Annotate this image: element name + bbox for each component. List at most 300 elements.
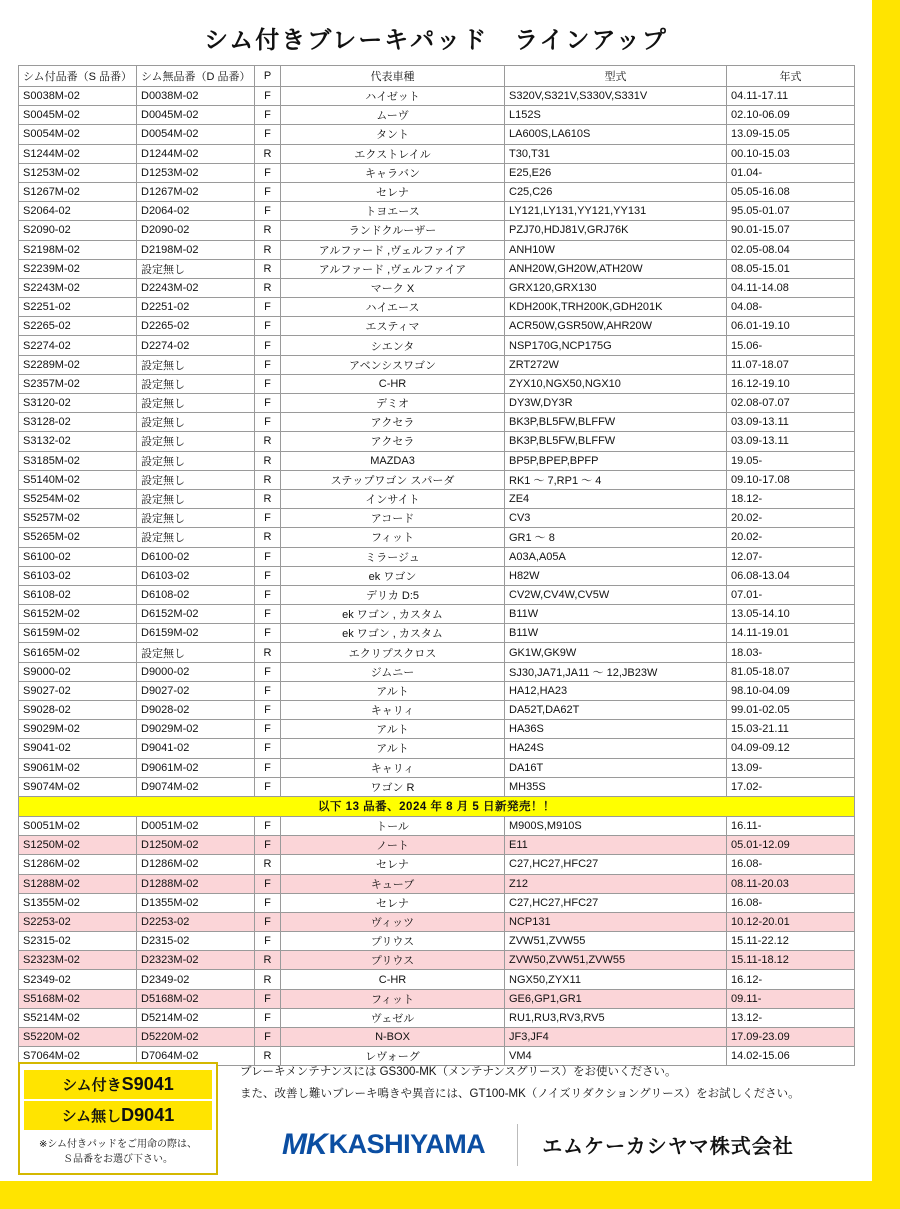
cell-model: エクストレイル (281, 144, 505, 163)
cell-position: F (255, 739, 281, 758)
cell-model: フィット (281, 989, 505, 1008)
lineup-table (18, 65, 855, 1066)
table-row (19, 509, 855, 528)
table-row (19, 413, 855, 432)
cell-model: ek ワゴン , カスタム (281, 605, 505, 624)
cell-d-code: D2251-02 (137, 298, 255, 317)
cell-year: 19.05- (727, 451, 855, 470)
cell-position: F (255, 816, 281, 835)
cell-s-code: S0051M-02 (19, 816, 137, 835)
cell-year: 14.11-19.01 (727, 624, 855, 643)
cell-type: LY121,LY131,YY121,YY131 (505, 202, 727, 221)
table-header-row (19, 66, 855, 87)
cell-model: ジムニー (281, 662, 505, 681)
cell-position: F (255, 912, 281, 931)
cell-s-code: S3120-02 (19, 394, 137, 413)
cell-s-code: S5254M-02 (19, 489, 137, 508)
cell-position: F (255, 932, 281, 951)
cell-model: セレナ (281, 893, 505, 912)
cell-d-code: D1267M-02 (137, 182, 255, 201)
cell-year: 15.11-22.12 (727, 932, 855, 951)
table-row (19, 355, 855, 374)
cell-position: F (255, 163, 281, 182)
cell-position: R (255, 240, 281, 259)
cell-d-code: D5214M-02 (137, 1008, 255, 1027)
table-row (19, 701, 855, 720)
cell-type: NSP170G,NCP175G (505, 336, 727, 355)
table-row (19, 240, 855, 259)
cell-type: DA52T,DA62T (505, 701, 727, 720)
table-row (19, 336, 855, 355)
cell-s-code: S6159M-02 (19, 624, 137, 643)
cell-s-code: S1355M-02 (19, 893, 137, 912)
table-row (19, 662, 855, 681)
cell-s-code: S9061M-02 (19, 758, 137, 777)
cell-year: 16.12- (727, 970, 855, 989)
cell-year: 09.10-17.08 (727, 470, 855, 489)
cell-d-code: D2265-02 (137, 317, 255, 336)
cell-model: ランドクルーザー (281, 221, 505, 240)
cell-model: ヴィッツ (281, 912, 505, 931)
cell-year: 99.01-02.05 (727, 701, 855, 720)
cell-model: ek ワゴン , カスタム (281, 624, 505, 643)
cell-position: R (255, 432, 281, 451)
table-row (19, 1028, 855, 1047)
cell-position: F (255, 298, 281, 317)
cell-s-code: S2198M-02 (19, 240, 137, 259)
cell-s-code: S5265M-02 (19, 528, 137, 547)
cell-type: SJ30,JA71,JA11 ～ 12,JB23W (505, 662, 727, 681)
cell-d-code: D5168M-02 (137, 989, 255, 1008)
footer-divider (517, 1124, 518, 1166)
maintenance-note-2: また、改善し難いブレーキ鳴きや異音には、GT100-MK（ノイズリダクショングリース）をお試しください。 (240, 1087, 800, 1100)
cell-year: 08.05-15.01 (727, 259, 855, 278)
cell-year: 13.05-14.10 (727, 605, 855, 624)
cell-s-code: S3185M-02 (19, 451, 137, 470)
cell-type: BK3P,BL5FW,BLFFW (505, 432, 727, 451)
cell-year: 05.05-16.08 (727, 182, 855, 201)
cell-type: H82W (505, 566, 727, 585)
table-row (19, 451, 855, 470)
cell-year: 18.12- (727, 489, 855, 508)
cell-s-code: S2090-02 (19, 221, 137, 240)
cell-type: C27,HC27,HFC27 (505, 855, 727, 874)
cell-type: B11W (505, 624, 727, 643)
table-row (19, 874, 855, 893)
table-row (19, 528, 855, 547)
table-row (19, 432, 855, 451)
cell-year: 13.09- (727, 758, 855, 777)
table-row (19, 643, 855, 662)
page-title: シム付きブレーキパッド ラインアップ (204, 27, 668, 54)
col-header-model: 代表車種 (281, 66, 505, 87)
cell-s-code: S5214M-02 (19, 1008, 137, 1027)
cell-model: ヴェゼル (281, 1008, 505, 1027)
table-row (19, 547, 855, 566)
cell-d-code: D2349-02 (137, 970, 255, 989)
cell-s-code: S6165M-02 (19, 643, 137, 662)
cell-model: ステップワゴン スパーダ (281, 470, 505, 489)
cell-d-code: D7064M-02 (137, 1047, 255, 1066)
cell-d-code: 設定無し (137, 374, 255, 393)
cell-s-code: S2315-02 (19, 932, 137, 951)
decorative-band-right (872, 0, 900, 1209)
cell-d-code: D0038M-02 (137, 87, 255, 106)
col-header-type: 型式 (505, 66, 727, 87)
cell-year: 16.12-19.10 (727, 374, 855, 393)
company-name: エムケーカシヤマ株式会社 (542, 1136, 794, 1159)
cell-model: ek ワゴン (281, 566, 505, 585)
cell-s-code: S9028-02 (19, 701, 137, 720)
cell-model: エクリプスクロス (281, 643, 505, 662)
cell-type: CV2W,CV4W,CV5W (505, 585, 727, 604)
cell-year: 11.07-18.07 (727, 355, 855, 374)
cell-model: キャリィ (281, 758, 505, 777)
cell-position: R (255, 1047, 281, 1066)
new-release-notice-row (19, 796, 855, 816)
table-row (19, 221, 855, 240)
cell-d-code: 設定無し (137, 413, 255, 432)
cell-model: ハイゼット (281, 87, 505, 106)
logo-mk-text: MK (282, 1127, 327, 1161)
table-row (19, 106, 855, 125)
footer-area (18, 1062, 854, 1166)
cell-s-code: S1288M-02 (19, 874, 137, 893)
cell-type: HA12,HA23 (505, 681, 727, 700)
cell-s-code: S5168M-02 (19, 989, 137, 1008)
mk-kashiyama-logo (240, 1128, 485, 1162)
cell-year: 05.01-12.09 (727, 836, 855, 855)
cell-type: E11 (505, 836, 727, 855)
cell-type: ZRT272W (505, 355, 727, 374)
cell-position: F (255, 336, 281, 355)
cell-model: キューブ (281, 874, 505, 893)
cell-type: VM4 (505, 1047, 727, 1066)
cell-type: E25,E26 (505, 163, 727, 182)
cell-year: 03.09-13.11 (727, 413, 855, 432)
cell-s-code: S9074M-02 (19, 777, 137, 796)
cell-year: 04.11-14.08 (727, 278, 855, 297)
cell-model: ノート (281, 836, 505, 855)
note-subtext-line1: ※シム付きパッドをご用命の際は、 (39, 1139, 197, 1150)
cell-type: HA24S (505, 739, 727, 758)
cell-model: プリウス (281, 951, 505, 970)
logo-kashiyama-text: KASHIYAMA (328, 1129, 486, 1160)
cell-d-code: D9027-02 (137, 681, 255, 700)
cell-year: 15.03-21.11 (727, 720, 855, 739)
cell-year: 15.06- (727, 336, 855, 355)
cell-model: アコード (281, 509, 505, 528)
cell-position: F (255, 1008, 281, 1027)
cell-s-code: S1286M-02 (19, 855, 137, 874)
note-subtext (24, 1137, 212, 1167)
cell-position: F (255, 989, 281, 1008)
cell-s-code: S9041-02 (19, 739, 137, 758)
cell-type: MH35S (505, 777, 727, 796)
cell-type: M900S,M910S (505, 816, 727, 835)
table-row (19, 182, 855, 201)
cell-s-code: S5140M-02 (19, 470, 137, 489)
cell-model: インサイト (281, 489, 505, 508)
cell-year: 17.09-23.09 (727, 1028, 855, 1047)
cell-year: 95.05-01.07 (727, 202, 855, 221)
cell-position: F (255, 681, 281, 700)
cell-d-code: D1253M-02 (137, 163, 255, 182)
cell-d-code: 設定無し (137, 394, 255, 413)
cell-type: NCP131 (505, 912, 727, 931)
note-shim-without-label: シム無し (61, 1108, 122, 1125)
cell-model: セレナ (281, 182, 505, 201)
cell-position: F (255, 202, 281, 221)
note-shim-without (24, 1101, 212, 1130)
table-header (19, 66, 855, 87)
cell-s-code: S2349-02 (19, 970, 137, 989)
cell-model: アルファード ,ヴェルファイア (281, 240, 505, 259)
table-row (19, 681, 855, 700)
cell-type: CV3 (505, 509, 727, 528)
cell-position: F (255, 585, 281, 604)
new-release-notice-text: 以下 13 品番、2024 年 8 月 5 日新発売！！ (19, 796, 855, 816)
cell-year: 90.01-15.07 (727, 221, 855, 240)
cell-d-code: D2243M-02 (137, 278, 255, 297)
cell-type: Z12 (505, 874, 727, 893)
cell-type: S320V,S321V,S330V,S331V (505, 87, 727, 106)
table-row (19, 298, 855, 317)
cell-s-code: S0038M-02 (19, 87, 137, 106)
cell-position: F (255, 374, 281, 393)
cell-model: エスティマ (281, 317, 505, 336)
cell-d-code: D0045M-02 (137, 106, 255, 125)
table-row (19, 566, 855, 585)
cell-position: R (255, 451, 281, 470)
cell-model: ミラージュ (281, 547, 505, 566)
cell-position: F (255, 509, 281, 528)
cell-position: F (255, 893, 281, 912)
table-row (19, 470, 855, 489)
cell-s-code: S2265-02 (19, 317, 137, 336)
cell-model: シエンタ (281, 336, 505, 355)
cell-d-code: 設定無し (137, 489, 255, 508)
cell-type: BK3P,BL5FW,BLFFW (505, 413, 727, 432)
cell-year: 20.02- (727, 509, 855, 528)
cell-position: R (255, 144, 281, 163)
cell-year: 16.11- (727, 816, 855, 835)
table-row (19, 777, 855, 796)
table-row (19, 932, 855, 951)
cell-position: R (255, 528, 281, 547)
cell-type: ACR50W,GSR50W,AHR20W (505, 317, 727, 336)
cell-s-code: S2357M-02 (19, 374, 137, 393)
note-shim-with-label: シム付き (62, 1077, 122, 1094)
cell-type: L152S (505, 106, 727, 125)
cell-s-code: S0045M-02 (19, 106, 137, 125)
cell-type: RU1,RU3,RV3,RV5 (505, 1008, 727, 1027)
cell-s-code: S2253-02 (19, 912, 137, 931)
cell-type: DA16T (505, 758, 727, 777)
cell-d-code: 設定無し (137, 470, 255, 489)
table-row (19, 278, 855, 297)
cell-type: B11W (505, 605, 727, 624)
cell-year: 04.11-17.11 (727, 87, 855, 106)
cell-year: 16.08- (727, 893, 855, 912)
cell-position: R (255, 643, 281, 662)
cell-model: C-HR (281, 970, 505, 989)
cell-d-code: D1244M-02 (137, 144, 255, 163)
cell-year: 01.04- (727, 163, 855, 182)
table-row (19, 739, 855, 758)
table-row (19, 394, 855, 413)
note-shim-without-code: D9041 (121, 1105, 175, 1125)
cell-year: 02.10-06.09 (727, 106, 855, 125)
cell-position: F (255, 874, 281, 893)
table-row (19, 624, 855, 643)
cell-model: アクセラ (281, 432, 505, 451)
table-row (19, 202, 855, 221)
cell-d-code: 設定無し (137, 528, 255, 547)
cell-year: 14.02-15.06 (727, 1047, 855, 1066)
cell-year: 17.02- (727, 777, 855, 796)
cell-d-code: D9029M-02 (137, 720, 255, 739)
cell-year: 03.09-13.11 (727, 432, 855, 451)
cell-model: デミオ (281, 394, 505, 413)
cell-s-code: S9000-02 (19, 662, 137, 681)
cell-position: F (255, 758, 281, 777)
cell-s-code: S6103-02 (19, 566, 137, 585)
table-row (19, 855, 855, 874)
col-header-year: 年式 (727, 66, 855, 87)
cell-model: レヴォーグ (281, 1047, 505, 1066)
cell-d-code: D2090-02 (137, 221, 255, 240)
cell-model: デリカ D:5 (281, 585, 505, 604)
cell-type: PZJ70,HDJ81V,GRJ76K (505, 221, 727, 240)
cell-s-code: S2323M-02 (19, 951, 137, 970)
cell-position: F (255, 566, 281, 585)
cell-model: アルト (281, 720, 505, 739)
cell-d-code: 設定無し (137, 432, 255, 451)
cell-type: GR1 ～ 8 (505, 528, 727, 547)
cell-year: 07.01- (727, 585, 855, 604)
cell-position: R (255, 951, 281, 970)
cell-d-code: D6108-02 (137, 585, 255, 604)
cell-s-code: S5257M-02 (19, 509, 137, 528)
cell-year: 06.01-19.10 (727, 317, 855, 336)
cell-d-code: D1355M-02 (137, 893, 255, 912)
cell-type: T30,T31 (505, 144, 727, 163)
cell-d-code: D2064-02 (137, 202, 255, 221)
note-subtext-line2: Ｓ品番をお選び下さい。 (63, 1154, 173, 1165)
cell-type: C25,C26 (505, 182, 727, 201)
cell-model: MAZDA3 (281, 451, 505, 470)
cell-position: R (255, 259, 281, 278)
cell-year: 81.05-18.07 (727, 662, 855, 681)
cell-year: 08.11-20.03 (727, 874, 855, 893)
cell-s-code: S2239M-02 (19, 259, 137, 278)
cell-d-code: D1286M-02 (137, 855, 255, 874)
cell-s-code: S1250M-02 (19, 836, 137, 855)
table-row (19, 989, 855, 1008)
cell-position: F (255, 701, 281, 720)
table-row (19, 893, 855, 912)
table-row (19, 259, 855, 278)
cell-position: R (255, 489, 281, 508)
cell-year: 15.11-18.12 (727, 951, 855, 970)
cell-s-code: S6152M-02 (19, 605, 137, 624)
cell-model: キャリィ (281, 701, 505, 720)
cell-position: R (255, 221, 281, 240)
table-row (19, 816, 855, 835)
cell-type: KDH200K,TRH200K,GDH201K (505, 298, 727, 317)
cell-d-code: 設定無し (137, 355, 255, 374)
cell-d-code: 設定無し (137, 643, 255, 662)
cell-model: アルト (281, 739, 505, 758)
table-row (19, 951, 855, 970)
cell-position: F (255, 106, 281, 125)
cell-year: 20.02- (727, 528, 855, 547)
cell-d-code: 設定無し (137, 509, 255, 528)
cell-type: ZYX10,NGX50,NGX10 (505, 374, 727, 393)
cell-type: GRX120,GRX130 (505, 278, 727, 297)
cell-model: アベンシスワゴン (281, 355, 505, 374)
cell-type: HA36S (505, 720, 727, 739)
cell-year: 13.09-15.05 (727, 125, 855, 144)
cell-type: NGX50,ZYX11 (505, 970, 727, 989)
cell-d-code: D9061M-02 (137, 758, 255, 777)
cell-model: トヨエース (281, 202, 505, 221)
cell-type: ANH10W (505, 240, 727, 259)
table-row (19, 1008, 855, 1027)
cell-d-code: D9000-02 (137, 662, 255, 681)
table-row (19, 912, 855, 931)
note-shim-with-code: S9041 (121, 1074, 174, 1094)
cell-s-code: S6108-02 (19, 585, 137, 604)
table-body (19, 87, 855, 1066)
cell-year: 06.08-13.04 (727, 566, 855, 585)
table-row (19, 585, 855, 604)
cell-position: F (255, 1028, 281, 1047)
cell-type: RK1 ～ 7,RP1 ～ 4 (505, 470, 727, 489)
cell-year: 18.03- (727, 643, 855, 662)
cell-position: F (255, 720, 281, 739)
cell-s-code: S1267M-02 (19, 182, 137, 201)
col-header-position: P (255, 66, 281, 87)
col-header-s-code: シム付品番（S 品番） (19, 66, 137, 87)
cell-s-code: S2289M-02 (19, 355, 137, 374)
cell-year: 04.09-09.12 (727, 739, 855, 758)
cell-type: JF3,JF4 (505, 1028, 727, 1047)
table-row (19, 970, 855, 989)
cell-d-code: D0051M-02 (137, 816, 255, 835)
cell-type: ZVW50,ZVW51,ZVW55 (505, 951, 727, 970)
table-row (19, 163, 855, 182)
cell-d-code: D9041-02 (137, 739, 255, 758)
cell-type: BP5P,BPEP,BPFP (505, 451, 727, 470)
cell-s-code: S1244M-02 (19, 144, 137, 163)
table-row (19, 720, 855, 739)
cell-position: F (255, 624, 281, 643)
cell-position: F (255, 777, 281, 796)
cell-d-code: D9028-02 (137, 701, 255, 720)
cell-d-code: D5220M-02 (137, 1028, 255, 1047)
cell-type: DY3W,DY3R (505, 394, 727, 413)
cell-s-code: S0054M-02 (19, 125, 137, 144)
cell-type: LA600S,LA610S (505, 125, 727, 144)
cell-s-code: S3132-02 (19, 432, 137, 451)
maintenance-note-1: ブレーキメンテナンスには GS300-MK（メンテナンスグリース）をお使いください。 (240, 1066, 677, 1078)
cell-model: ムーヴ (281, 106, 505, 125)
cell-year: 12.07- (727, 547, 855, 566)
footer-right (218, 1062, 854, 1168)
cell-position: R (255, 855, 281, 874)
